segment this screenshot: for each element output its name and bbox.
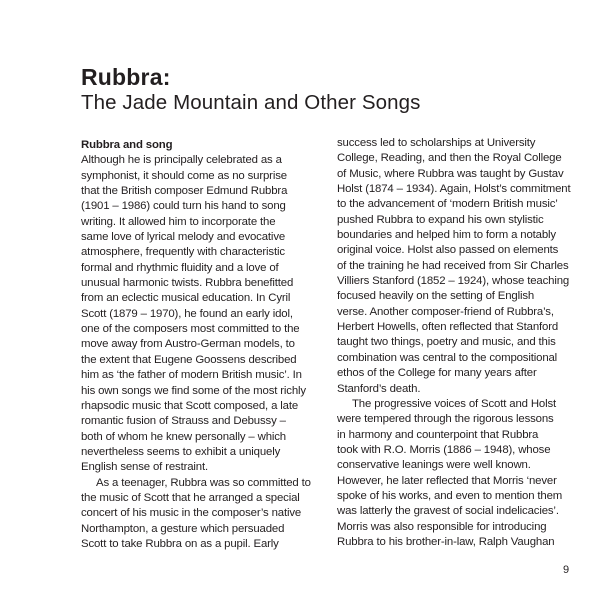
text-line: both of whom he knew personally – which [81, 430, 286, 443]
text-line: spoke of his works, and even to mention them [337, 489, 563, 502]
text-line: that the British composer Edmund Rubbra [81, 185, 288, 198]
text-line: romantic fusion of Strauss and Debussy – [81, 415, 286, 428]
text-line: College, Reading, and then the Royal College [337, 152, 562, 165]
page-number: 9 [563, 564, 570, 576]
text-line: same love of lyrical melody and evocative [81, 231, 286, 244]
text-line: taught two things, poetry and music, and this [337, 336, 556, 349]
paragraph-3 [337, 397, 577, 550]
text-line: As a teenager, Rubbra was so committed to [96, 476, 311, 489]
text-line: success led to scholarships at University [337, 137, 536, 149]
text-line: his own songs we find some of the most richly [81, 384, 306, 397]
paragraph-2 [81, 476, 321, 553]
text-line: Holst (1874 – 1934). Again, Holst’s commitment [337, 183, 571, 196]
text-line: Rubbra to his brother-in-law, Ralph Vaughan [337, 535, 555, 548]
text-line: Villiers Stanford (1852 – 1924), whose teaching [337, 275, 570, 288]
text-line: nevertheless seems to exhibit a uniquely [81, 445, 281, 458]
left-column [81, 138, 321, 552]
text-line: pushed Rubbra to expand his own stylistic [337, 213, 544, 226]
text-line: verse. Another composer-friend of Rubbra’s, [337, 305, 554, 318]
text-line: concert of his music in the composer’s native [81, 507, 302, 520]
text-line: boundaries and helped him to form a notably [337, 229, 556, 242]
text-line: English sense of restraint. [81, 461, 209, 474]
page-subtitle: The Jade Mountain and Other Songs [81, 91, 421, 114]
text-line: unusual harmonic twists. Rubbra benefitted [81, 277, 294, 290]
section-heading: Rubbra and song [81, 139, 173, 151]
text-line: Scott (1879 – 1970), he found an early idol, [81, 307, 293, 320]
text-line: took with R.O. Morris (1886 – 1948), whose [337, 443, 551, 456]
text-line: rhapsodic music that Scott composed, a late [81, 399, 299, 412]
text-line: original voice. Holst also passed on elements [337, 244, 559, 257]
text-line: writing. It allowed him to incorporate the [81, 215, 276, 228]
text-line: move away from Austro-German models, to [81, 338, 295, 351]
text-line: were tempered through the rigorous lessons [337, 413, 554, 426]
text-line: (1901 – 1986) could turn his hand to song [81, 200, 286, 213]
text-line: Stanford’s death. [337, 382, 421, 395]
text-line: one of the composers most committed to the [81, 323, 300, 336]
paragraph-continued [337, 136, 577, 397]
text-line: was latterly the gravest of social indelicacies’. [337, 505, 559, 518]
text-line: Although he is principally celebrated as a [81, 154, 282, 167]
text-line: the music of Scott that he arranged a special [81, 491, 300, 504]
text-line: of Music, where Rubbra was taught by Gustav [337, 167, 564, 180]
text-line: ethos of the College for many years after [337, 367, 537, 380]
text-line: from an eclectic musical education. In Cyril [81, 292, 291, 305]
text-line: to the advancement of ‘modern British music’ [337, 198, 558, 211]
text-line: The progressive voices of Scott and Holst [352, 397, 557, 410]
text-line: symphonist, it should come as no surprise [81, 169, 287, 182]
text-line: Morris was also responsible for introducing [337, 520, 547, 533]
text-line: conservative leanings were well known. [337, 459, 531, 472]
text-line: him as ‘the father of modern British music’. In [81, 369, 302, 382]
text-line: Northampton, a gesture which persuaded [81, 522, 285, 535]
text-line: combination was central to the compositional [337, 351, 558, 364]
text-line: However, he later reflected that Morris ‘never [337, 474, 557, 487]
page-title: Rubbra: [81, 64, 171, 90]
text-line: Herbert Howells, often reflected that Stanford [337, 321, 559, 334]
text-line: Scott to take Rubbra on as a pupil. Early [81, 537, 279, 550]
text-line: the extent that Eugene Goossens described [81, 353, 297, 366]
paragraph-1 [81, 153, 321, 475]
text-line: atmosphere, frequently with characteristic [81, 246, 285, 259]
text-line: formal and rhythmic fluidity and a love of [81, 261, 279, 274]
text-line: focused heavily on the setting of English [337, 290, 535, 303]
text-line: of the training he had received from Sir Charles [337, 259, 569, 272]
text-line: in harmony and counterpoint that Rubbra [337, 428, 539, 441]
right-column [337, 136, 577, 550]
